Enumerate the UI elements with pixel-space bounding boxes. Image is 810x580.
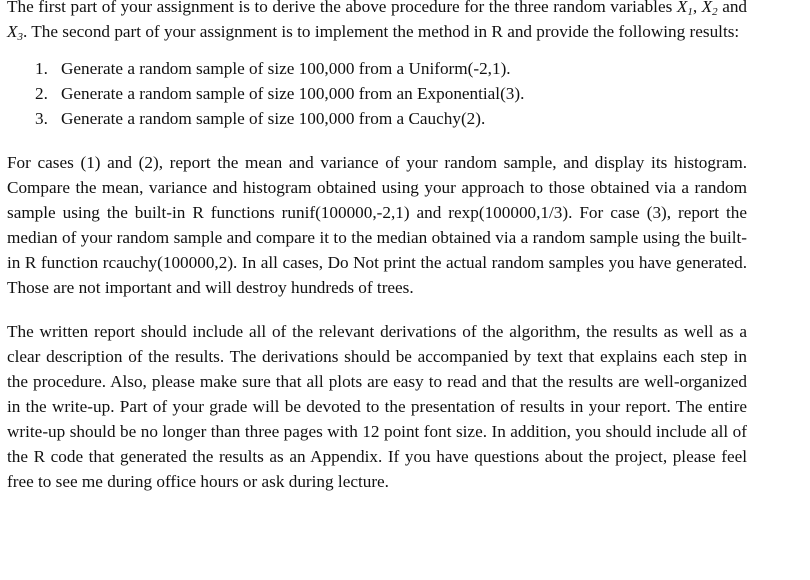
list-text: Generate a random sample of size 100,000 from a Uniform(-2,1). — [61, 59, 511, 78]
list-number: 3. — [35, 109, 48, 128]
list-text: Generate a random sample of size 100,000 from a Cauchy(2). — [61, 109, 486, 128]
list-text: Generate a random sample of size 100,000 from an Exponential(3). — [61, 84, 525, 103]
list-number: 1. — [35, 59, 48, 78]
list-number: 2. — [35, 84, 48, 103]
list-item — [7, 56, 747, 81]
intro-paragraph: The first part of your assignment is to derive the above procedure for the three random variables $X_1$, $X_2$ and $X_3$. The second part of your assignment is to implement the method in R and provide the following results: — [7, 0, 747, 44]
variable-x1: $X_1$ — [676, 0, 693, 18]
intro-line: The first part of your assignment is to derive the above procedure for the three random variables — [7, 0, 673, 16]
report-paragraph: The written report should include all of the relevant derivations of the algorithm, the results as well as a clear description of the results. The derivations should be accompanied by text that explains each step in the procedure. Also, please make sure that all plots are easy to read and that the results are well-organized in the write-up. Part of your grade will be devoted to the presentation of results in your report. The entire write-up should be no longer than three pages with 12 point font size. In addition, you should include all of the R code that generated the results as an Appendix. If you have questions about the project, please feel free to see me during office hours or ask during lecture. — [7, 322, 747, 491]
task-list — [7, 56, 747, 131]
document-page — [7, 0, 747, 494]
variable-x2: $X_2$ — [701, 0, 718, 18]
list-item — [7, 81, 747, 106]
list-item — [7, 106, 747, 131]
variable-x3: $X_3$ — [7, 22, 23, 43]
intro-rest: . The second part of your assignment is to implement the method in R and provide the following results: — [23, 22, 740, 41]
results-paragraph: For cases (1) and (2), report the mean and variance of your random sample, and display its histogram. Compare the mean, variance and histogram obtained using your approach to those obtained via a random sample using the built-in R functions runif(100000,-2,1) and rexp(100000,1/3). For case (3), report the median of your random sample and compare it to the median obtained via a random sample using the built-in R function rcauchy(100000,2). In all cases, Do Not print the actual random samples you have generated. Those are not important and will destroy hundreds of trees. — [7, 153, 747, 297]
